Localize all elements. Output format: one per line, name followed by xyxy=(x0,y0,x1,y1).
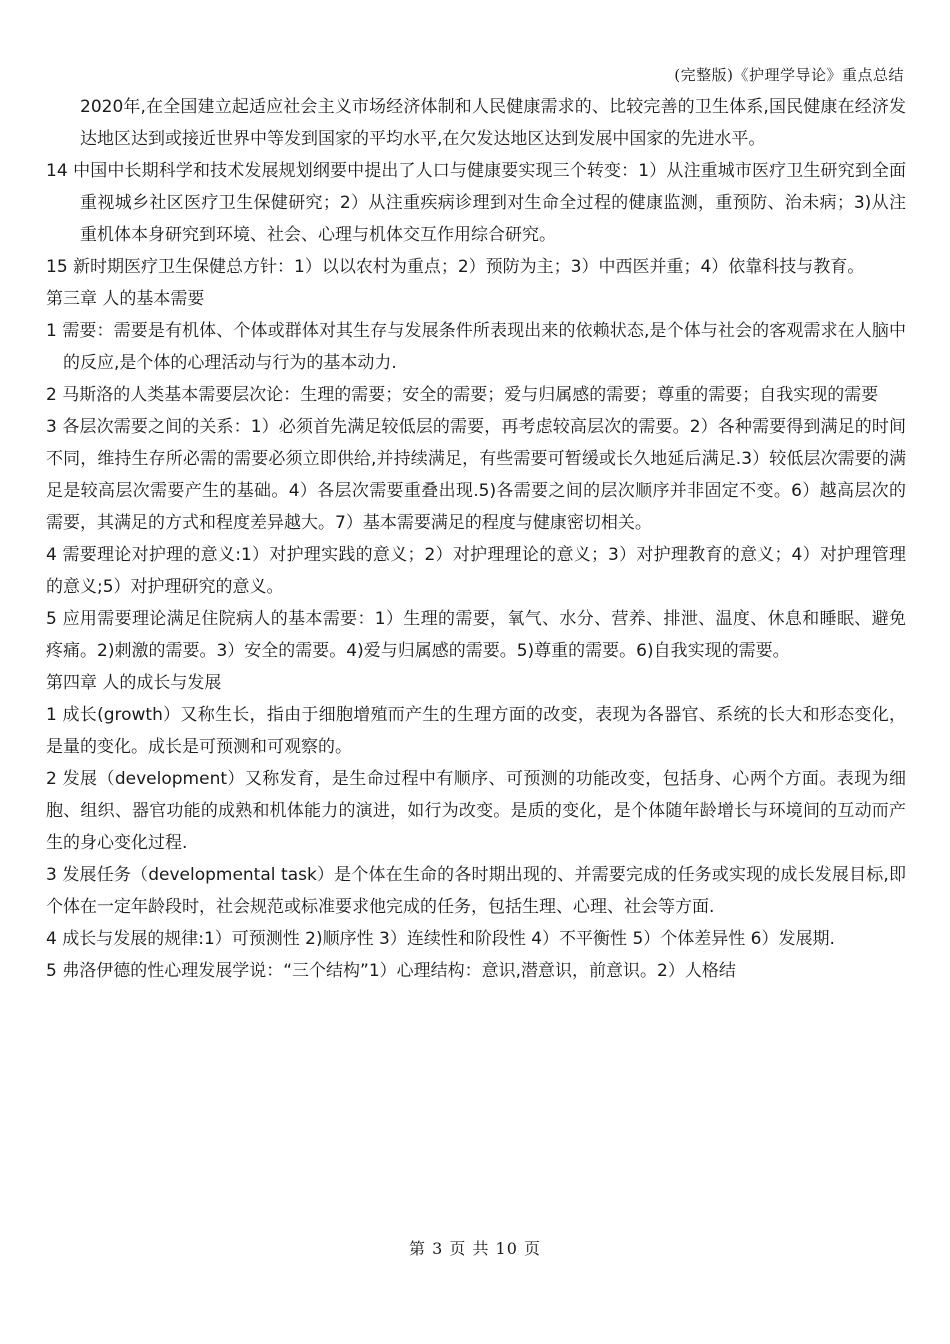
paragraph-continued: 2020年,在全国建立起适应社会主义市场经济体制和人民健康需求的、比较完善的卫生体系,国民健康在经济发达地区达到或接近世界中等发到国家的平均水平,在欠发达地区达到发展中国家的先进水平。 xyxy=(80,97,906,149)
ch3-item-5: 5 应用需要理论满足住院病人的基本需要：1）生理的需要，氧气、水分、营养、排泄、温度、休息和睡眠、避免疼痛。2)刺激的需要。3）安全的需要。4)爱与归属感的需要。5)尊重的需要。6)自我实现的需要。 xyxy=(46,609,906,661)
item-14: 14 中国中长期科学和技术发展规划纲要中提出了人口与健康要实现三个转变：1）从注重城市医疗卫生研究到全面重视城乡社区医疗卫生保健研究；2）从注重疾病诊理到对生命全过程的健康监测，重预防、治未病；3)从注重机体本身研究到环境、社会、心理与机体交互作用综合研究。 xyxy=(46,161,906,245)
ch4-item-2: 2 发展（development）又称发育，是生命过程中有顺序、可预测的功能改变，包括身、心两个方面。表现为细胞、组织、器官功能的成熟和机体能力的演进，如行为改变。是质的变化，是个体随年龄增长与环境间的互动而产生的身心变化过程. xyxy=(46,769,906,853)
ch3-item-3: 3 各层次需要之间的关系：1）必须首先满足较低层的需要，再考虑较高层次的需要。2）各种需要得到满足的时间不同，维持生存所必需的需要必须立即供给,并持续满足，有些需要可暂缓或长久地延后满足.3）较低层次需要的满足是较高层次需要产生的基础。4）各层次需要重叠出现.5)各需要之间的层次顺序并非固定不变。6）越高层次的需要，其满足的方式和程度差异越大。7）基本需要满足的程度与健康密切相关。 xyxy=(46,417,906,533)
running-header: (完整版)《护理学导论》重点总结 xyxy=(674,66,904,84)
ch4-item-4: 4 成长与发展的规律:1）可预测性 2)顺序性 3）连续性和阶段性 4）不平衡性 5）个体差异性 6）发展期. xyxy=(46,929,835,949)
document-body xyxy=(46,91,906,987)
page-number: 第 3 页 共 10 页 xyxy=(409,1239,541,1258)
ch4-item-5: 5 弗洛伊德的性心理发展学说：“三个结构”1）心理结构：意识,潜意识，前意识。2）人格结 xyxy=(46,961,736,981)
ch4-item-3: 3 发展任务（developmental task）是个体在生命的各时期出现的、并需要完成的任务或实现的成长发展目标,即个体在一定年龄段时，社会规范或标准要求他完成的任务，包括生理、心理、社会等方面. xyxy=(46,865,906,917)
ch3-item-2: 2 马斯洛的人类基本需要层次论：生理的需要；安全的需要；爱与归属感的需要；尊重的需要；自我实现的需要 xyxy=(46,385,879,405)
ch4-item-1: 1 成长(growth）又称生长，指由于细胞增殖而产生的生理方面的改变，表现为各器官、系统的长大和形态变化，是量的变化。成长是可预测和可观察的。 xyxy=(46,705,906,757)
item-15: 15 新时期医疗卫生保健总方针：1）以以农村为重点；2）预防为主；3）中西医并重；4）依靠科技与教育。 xyxy=(46,257,865,277)
chapter-4-heading: 第四章 人的成长与发展 xyxy=(46,673,222,693)
ch3-item-4: 4 需要理论对护理的意义:1）对护理实践的意义；2）对护理理论的意义；3）对护理教育的意义；4）对护理管理的意义;5）对护理研究的意义。 xyxy=(46,545,906,597)
chapter-3-heading: 第三章 人的基本需要 xyxy=(46,289,205,309)
ch3-item-1: 1 需要：需要是有机体、个体或群体对其生存与发展条件所表现出来的依赖状态,是个体与社会的客观需求在人脑中的反应,是个体的心理活动与行为的基本动力. xyxy=(46,321,906,373)
